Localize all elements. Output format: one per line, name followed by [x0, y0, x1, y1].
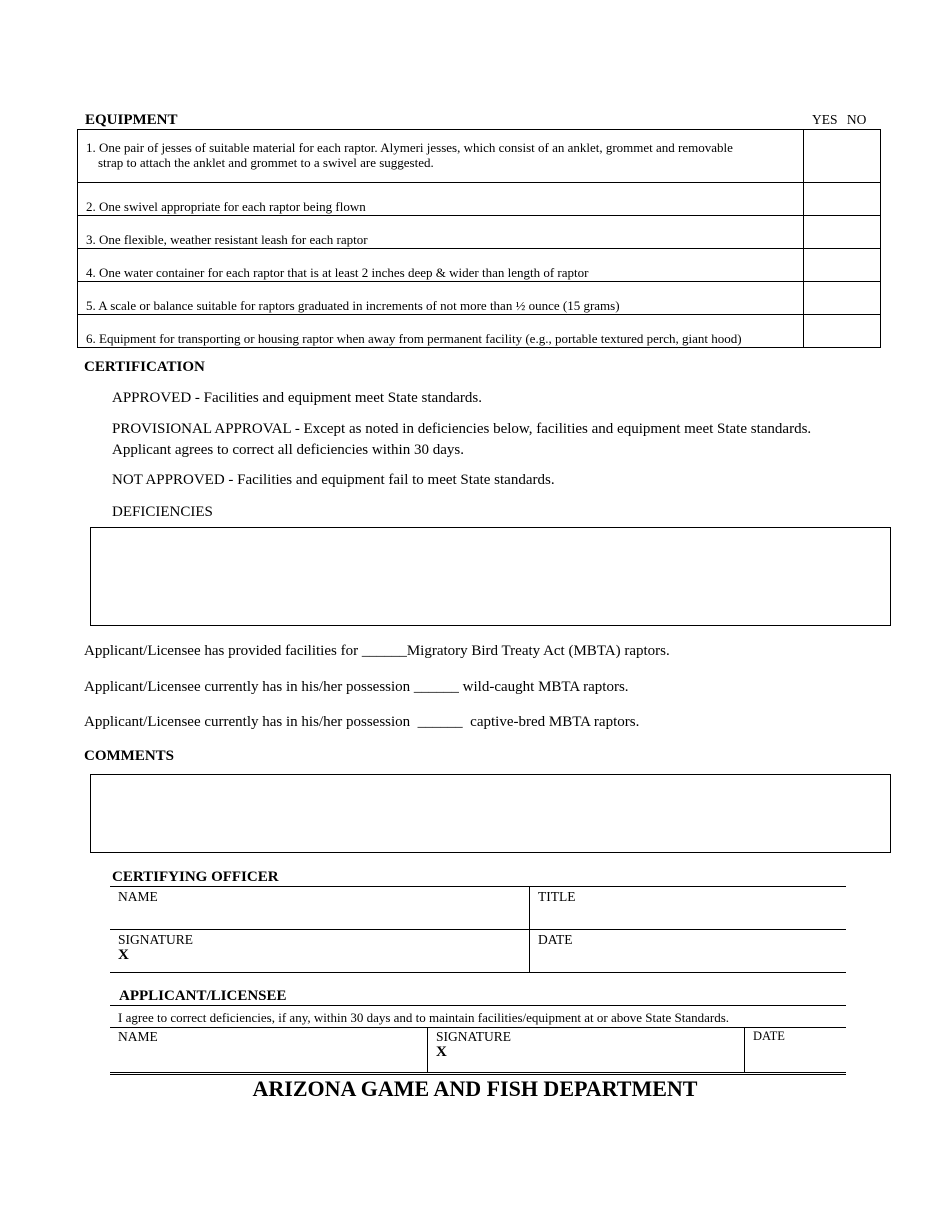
officer-signature-field[interactable] — [110, 930, 530, 972]
applicant-name-field[interactable] — [110, 1028, 428, 1072]
yes-no-checkbox-cell[interactable] — [804, 216, 881, 249]
yes-no-checkbox-cell[interactable] — [804, 130, 881, 183]
equipment-item-text — [78, 282, 804, 315]
equipment-item-3: 3. One flexible, weather resistant leash for each raptor — [86, 232, 368, 247]
equipment-row — [78, 249, 881, 282]
equipment-item-1-line-2: strap to attach the anklet and grommet to a swivel are suggested. — [98, 155, 434, 170]
equipment-row — [78, 130, 881, 183]
equipment-row — [78, 216, 881, 249]
certification-heading: CERTIFICATION — [84, 359, 205, 375]
equipment-item-2: 2. One swivel appropriate for each raptor being flown — [86, 199, 366, 214]
officer-signature-mark: X — [118, 947, 129, 963]
officer-title-label: TITLE — [538, 889, 576, 904]
officer-row-1 — [110, 887, 846, 930]
equipment-table — [77, 129, 881, 348]
applicant-row — [110, 1028, 846, 1075]
comments-field[interactable] — [90, 774, 891, 853]
officer-date-label: DATE — [538, 932, 573, 947]
yes-no-checkbox-cell[interactable] — [804, 282, 881, 315]
applicant-date-field[interactable] — [745, 1028, 846, 1072]
certifying-officer-grid — [110, 886, 846, 973]
approved-option: APPROVED - Facilities and equipment meet State standards. — [112, 390, 482, 406]
officer-name-field[interactable] — [110, 887, 530, 929]
equipment-item-4: 4. One water container for each raptor that is at least 2 inches deep & wider than length of raptor — [86, 265, 589, 280]
comments-heading: COMMENTS — [84, 748, 174, 764]
deficiencies-label: DEFICIENCIES — [112, 504, 213, 520]
captive-bred-possession-line: Applicant/Licensee currently has in his/her possession ______ captive-bred MBTA raptors. — [84, 714, 640, 730]
not-approved-option: NOT APPROVED - Facilities and equipment fail to meet State standards. — [112, 472, 555, 488]
department-title: ARIZONA GAME AND FISH DEPARTMENT — [252, 1076, 698, 1101]
equipment-heading: EQUIPMENT — [85, 112, 178, 128]
equipment-item-5: 5. A scale or balance suitable for raptors graduated in increments of not more than ½ ounce (15 grams) — [86, 298, 620, 313]
officer-signature-label: SIGNATURE — [118, 932, 194, 947]
facilities-provided-line: Applicant/Licensee has provided facilities for ______Migratory Bird Treaty Act (MBTA) raptors. — [84, 643, 670, 659]
applicant-agreement: I agree to correct deficiencies, if any, within 30 days and to maintain facilities/equipment at or above State Standards. — [110, 1006, 846, 1028]
certifying-officer-heading: CERTIFYING OFFICER — [112, 869, 279, 885]
applicant-signature-field[interactable] — [428, 1028, 745, 1072]
equipment-item-text — [78, 130, 804, 183]
equipment-item-1-line-1: 1. One pair of jesses of suitable material for each raptor. Alymeri jesses, which consist of an anklet, grommet and removable — [86, 140, 733, 155]
yes-no-checkbox-cell[interactable] — [804, 315, 881, 348]
officer-name-label: NAME — [118, 889, 158, 904]
applicant-heading: APPLICANT/LICENSEE — [119, 988, 287, 1004]
equipment-row — [78, 183, 881, 216]
applicant-grid — [110, 1005, 846, 1075]
equipment-item-text — [78, 216, 804, 249]
equipment-item-text — [78, 315, 804, 348]
equipment-row — [78, 282, 881, 315]
deficiencies-field[interactable] — [90, 527, 891, 626]
officer-title-field[interactable] — [530, 887, 846, 929]
yes-no-checkbox-cell[interactable] — [804, 249, 881, 282]
provisional-approval-option: PROVISIONAL APPROVAL - Except as noted in deficiencies below, facilities and equipment meet State standards. Applicant agrees to correct all deficiencies within 30 days. — [112, 421, 812, 458]
equipment-item-text — [78, 183, 804, 216]
yes-no-checkbox-cell[interactable] — [804, 183, 881, 216]
applicant-name-label: NAME — [118, 1029, 158, 1044]
equipment-row — [78, 315, 881, 348]
wild-caught-possession-line: Applicant/Licensee currently has in his/her possession ______ wild-caught MBTA raptors. — [84, 679, 629, 695]
equipment-item-6: 6. Equipment for transporting or housing raptor when away from permanent facility (e.g., portable textured perch, giant hood) — [86, 331, 742, 346]
applicant-signature-label: SIGNATURE — [436, 1029, 512, 1044]
officer-row-2 — [110, 930, 846, 973]
yes-no-header: YES NO — [812, 112, 867, 127]
applicant-signature-mark: X — [436, 1044, 447, 1060]
officer-date-field[interactable] — [530, 930, 846, 972]
applicant-date-label: DATE — [753, 1029, 785, 1043]
equipment-item-text — [78, 249, 804, 282]
